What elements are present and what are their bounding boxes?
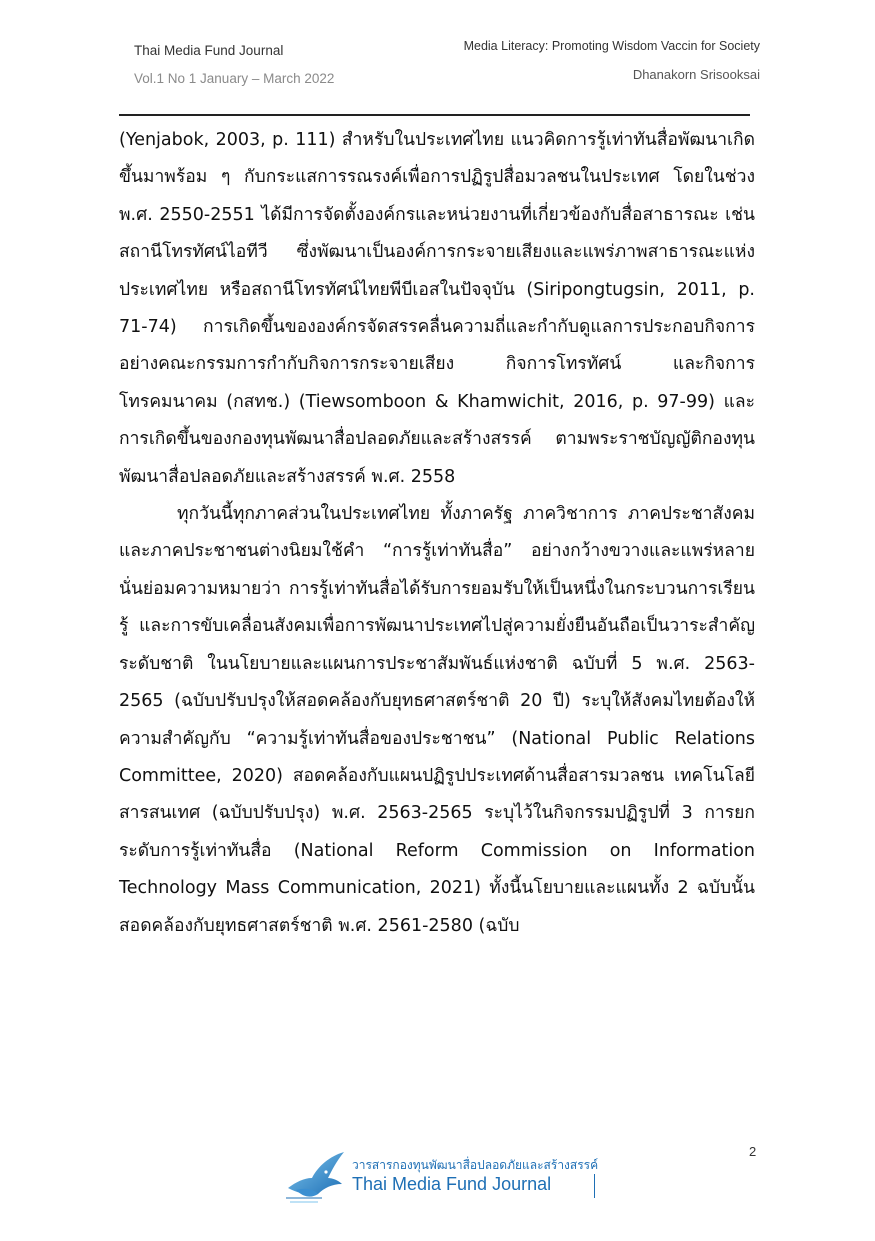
logo-thai-text: วารสารกองทุนพัฒนาสื่อปลอดภัยและสร้างสรรค์ — [352, 1158, 599, 1172]
logo-english-text: Thai Media Fund Journal — [352, 1174, 552, 1194]
header-rule — [119, 114, 750, 116]
volume-info: Vol.1 No 1 January – March 2022 — [134, 71, 335, 86]
footer-logo — [282, 1146, 602, 1206]
paragraph-2: ทุกวันนี้ทุกภาคส่วนในประเทศไทย ทั้งภาครัฐ ภาควิชาการ ภาคประชาสังคม และภาคประชาชนต่างนิยมใช้คำ “การรู้เท่าทันสื่อ” อย่างกว้างขวางและแพร่หลาย นั่นย่อมความหมายว่า การรู้เท่าทันสื่อได้รับการยอมรับให้เป็นหนึ่งในกระบวนการเรียนรู้ และการขับเคลื่อนสังคมเพื่อการพัฒนาประเทศไปสู่ความยั่งยืนอันถือเป็นวาระสำคัญระดับชาติ ในนโยบายและแผนการประชาสัมพันธ์แห่งชาติ ฉบับที่ 5 พ.ศ. 2563-2565 (ฉบับปรับปรุงให้สอดคล้องกับยุทธศาสตร์ชาติ 20 ปี) ระบุให้สังคมไทยต้องให้ความสำคัญกับ “ความรู้เท่าทันสื่อของประชาชน” (National Public Relations Committee, 2020) สอดคล้องกับแผนปฏิรูปประเทศด้านสื่อสารมวลชน เทคโนโลยีสารสนเทศ (ฉบับปรับปรุง) พ.ศ. 2563-2565 ระบุไว้ในกิจกรรมปฏิรูปที่ 3 การยกระดับการรู้เท่าทันสื่อ (National Reform Commission on Information Technology Mass Communication, 2021) ทั้งนี้นโยบายและแผนทั้ง 2 ฉบับนั้นสอดคล้องกับยุทธศาสตร์ชาติ พ.ศ. 2561-2580 (ฉบับ — [119, 504, 755, 936]
paragraph-1: (Yenjabok, 2003, p. 111) สำหรับในประเทศไทย แนวคิดการรู้เท่าทันสื่อพัฒนาเกิดขึ้นมาพร้อม ๆ กับกระแสการรณรงค์เพื่อการปฏิรูปสื่อมวลชนในประเทศ โดยในช่วง พ.ศ. 2550-2551 ได้มีการจัดตั้งองค์กรและหน่วยงานที่เกี่ยวข้องกับสื่อสาธารณะ เช่น สถานีโทรทัศน์ไอทีวี ซึ่งพัฒนาเป็นองค์การกระจายเสียงและแพร่ภาพสาธารณะแห่งประเทศไทย หรือสถานีโทรทัศน์ไทยพีบีเอสในปัจจุบัน (Siripongtugsin, 2011, p. 71-74) การเกิดขึ้นขององค์กรจัดสรรคลื่นความถี่และกำกับดูแลการประกอบกิจการอย่างคณะกรรมการกำกับกิจการกระจายเสียง กิจการโทรทัศน์ และกิจการโทรคมนาคม (กสทช.) (Tiewsomboon & Khamwichit, 2016, p. 97-99) และการเกิดขึ้นของกองทุนพัฒนาสื่อปลอดภัยและสร้างสรรค์ ตามพระราชบัญญัติกองทุนพัฒนาสื่อปลอดภัยและสร้างสรรค์ พ.ศ. 2558 — [119, 130, 755, 487]
logo-divider — [594, 1174, 595, 1198]
page-number: 2 — [749, 1144, 757, 1159]
bird-logo-icon — [282, 1148, 348, 1206]
article-title: Media Literacy: Promoting Wisdom Vaccin for Society — [463, 39, 760, 53]
running-header-right — [464, 36, 760, 86]
running-header-left — [134, 40, 334, 90]
journal-name: Thai Media Fund Journal — [134, 43, 284, 58]
author-name: Dhanakorn Srisooksai — [632, 67, 760, 82]
article-body — [119, 122, 755, 945]
